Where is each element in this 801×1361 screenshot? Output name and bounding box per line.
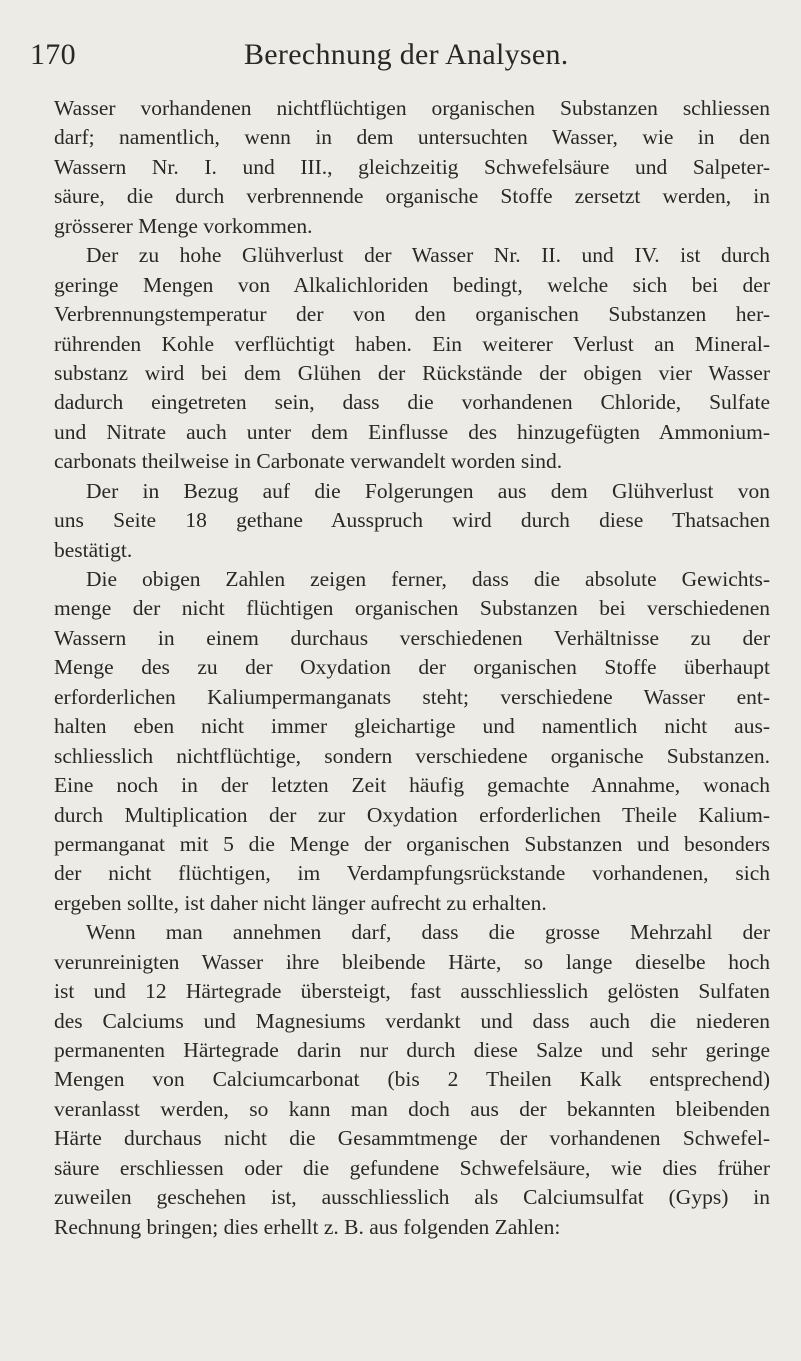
text-line: Mengen von Calciumcarbonat (bis 2 Theilen Kalk entsprechend) [54, 1067, 770, 1092]
text-line: Wassern in einem durchaus verschiedenen Verhältnisse zu der [54, 625, 770, 650]
text-line: Der zu hohe Glühverlust der Wasser Nr. II. und IV. ist durch [86, 243, 770, 268]
text-line: Rechnung bringen; dies erhellt z. B. aus folgenden Zahlen: [54, 1214, 561, 1239]
text-line: ist und 12 Härtegrade übersteigt, fast ausschliesslich gelösten Sulfaten [54, 979, 770, 1004]
text-line: rührenden Kohle verflüchtigt haben. Ein weiterer Verlust an Mineral- [54, 331, 770, 356]
text-line: Wassern Nr. I. und III., gleichzeitig Schwefelsäure und Salpeter- [54, 154, 770, 179]
text-line: ergeben sollte, ist daher nicht länger aufrecht zu erhalten. [54, 890, 547, 915]
text-line: Wenn man annehmen darf, dass die grosse Mehrzahl der [86, 920, 770, 945]
body-text [54, 94, 770, 1242]
running-title: Berechnung der Analysen. [244, 38, 569, 71]
page-header [30, 38, 770, 78]
text-line: schliesslich nichtflüchtige, sondern verschiedene organische Substanzen. [54, 743, 770, 768]
text-line: uns Seite 18 gethane Ausspruch wird durch diese Thatsachen [54, 508, 770, 533]
text-line: Die obigen Zahlen zeigen ferner, dass die absolute Gewichts- [86, 567, 770, 591]
text-line: Verbrennungstemperatur der von den organischen Substanzen her- [54, 302, 770, 327]
text-line: Eine noch in der letzten Zeit häufig gemachte Annahme, wonach [54, 773, 770, 798]
text-line: des Calciums und Magnesiums verdankt und dass auch die niederen [54, 1008, 770, 1033]
text-line: verunreinigten Wasser ihre bleibende Härte, so lange dieselbe hoch [54, 949, 770, 974]
text-line: geringe Mengen von Alkalichloriden bedingt, welche sich bei der [54, 272, 770, 297]
text-line: dadurch eingetreten sein, dass die vorhandenen Chloride, Sulfate [54, 390, 770, 415]
text-line: veranlasst werden, so kann man doch aus der bekannten bleibenden [54, 1096, 770, 1121]
text-line: grösserer Menge vorkommen. [54, 213, 313, 238]
text-line: Wasser vorhandenen nichtflüchtigen organischen Substanzen schliessen [54, 96, 770, 120]
text-line: säure, die durch verbrennende organische Stoffe zersetzt werden, in [54, 184, 770, 209]
text-line: und Nitrate auch unter dem Einflusse des hinzugefügten Ammonium- [54, 419, 770, 444]
text-line: säure erschliessen oder die gefundene Schwefelsäure, wie dies früher [54, 1155, 770, 1180]
text-line: Der in Bezug auf die Folgerungen aus dem Glühverlust von [86, 478, 770, 503]
text-line: permanganat mit 5 die Menge der organischen Substanzen und besonders [54, 831, 770, 856]
text-line: darf; namentlich, wenn in dem untersuchten Wasser, wie in den [54, 125, 770, 150]
text-line: carbonats theilweise in Carbonate verwandelt worden sind. [54, 449, 563, 474]
text-line: permanenten Härtegrade darin nur durch diese Salze und sehr geringe [54, 1038, 770, 1062]
text-line: halten eben nicht immer gleichartige und namentlich nicht aus- [54, 714, 770, 739]
text-line: menge der nicht flüchtigen organischen Substanzen bei verschiedenen [54, 596, 770, 621]
text-line: Menge des zu der Oxydation der organischen Stoffe überhaupt [54, 655, 770, 680]
text-line: erforderlichen Kaliumpermanganats steht; verschiedene Wasser ent- [54, 684, 770, 709]
text-line: der nicht flüchtigen, im Verdampfungsrückstande vorhandenen, sich [54, 861, 770, 886]
text-line: zuweilen geschehen ist, ausschliesslich als Calciumsulfat (Gyps) in [54, 1185, 770, 1210]
text-line: durch Multiplication der zur Oxydation erforderlichen Theile Kalium- [54, 802, 770, 827]
text-line: Härte durchaus nicht die Gesammtmenge der vorhandenen Schwefel- [54, 1126, 770, 1151]
text-line: bestätigt. [54, 537, 133, 562]
page-number: 170 [30, 38, 76, 71]
text-line: substanz wird bei dem Glühen der Rückstände der obigen vier Wasser [54, 360, 770, 385]
